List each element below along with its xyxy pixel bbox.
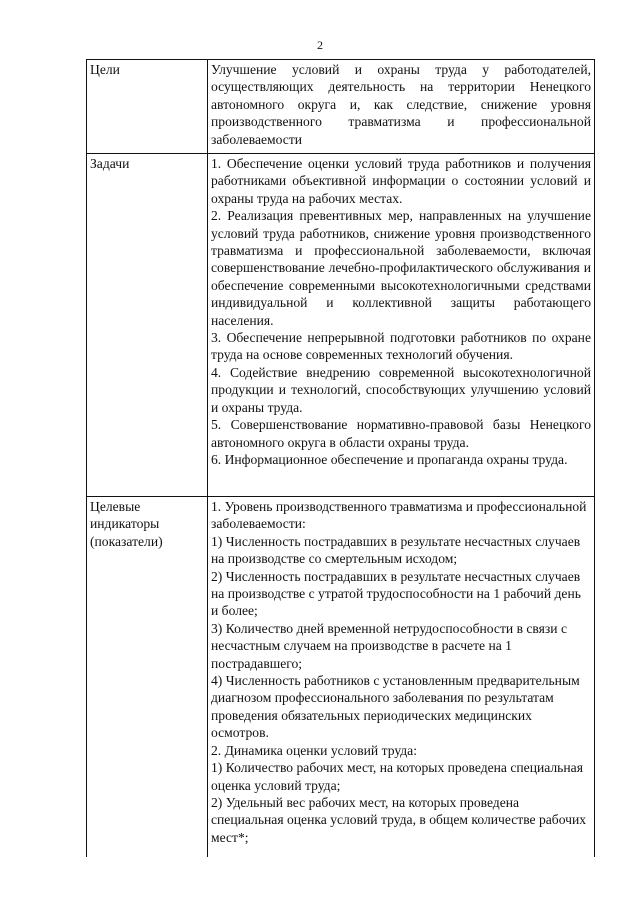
row-label-tasks: Задачи	[87, 154, 208, 497]
row-content-goals	[208, 60, 595, 154]
table-row-indicators	[87, 497, 595, 858]
row-label-indicators: Целевые индикаторы (показатели)	[87, 497, 208, 858]
task-item: 5. Совершенствование нормативно-правовой базы Ненецкого автономного округа в области охраны труда.	[211, 417, 591, 450]
program-passport-table	[86, 59, 595, 857]
task-item: 4. Содействие внедрению современной высокотехнологичной продукции и технологий, способствующих улучшению условий и охраны труда.	[211, 364, 591, 415]
page-number: 2	[317, 38, 323, 52]
indicator-item: 1. Уровень производственного травматизма и профессиональной заболеваемости:	[211, 499, 587, 532]
indicator-item: 2) Удельный вес рабочих мест, на которых проведена специальная оценка условий труда, в общем количестве рабочих мест*;	[211, 794, 587, 845]
indicator-item: 1) Количество рабочих мест, на которых проведена специальная оценка условий труда;	[211, 760, 583, 793]
row-content-tasks	[208, 154, 595, 497]
goals-text: Улучшение условий и охраны труда у работодателей, осуществляющих деятельность на территории Ненецкого автономного округа и, как следствие, снижение уровня производственного травматизма и профессиональной заболеваемости	[211, 62, 591, 147]
indicator-item: 3) Количество дней временной нетрудоспособности в связи с несчастным случаем на производстве в расчете на 1 пострадавшего;	[211, 620, 567, 671]
row-label-goals: Цели	[87, 60, 208, 154]
indicator-item: 2) Численность пострадавших в результате несчастных случаев на производстве с утратой трудоспособности на 1 рабочий день и более;	[211, 568, 581, 619]
row-content-indicators	[208, 497, 595, 858]
table-row-tasks	[87, 154, 595, 497]
table-row-goals	[87, 60, 595, 154]
indicator-item: 2. Динамика оценки условий труда:	[211, 742, 417, 758]
task-item: 3. Обеспечение непрерывной подготовки работников по охране труда на основе современных технологий обучения.	[211, 330, 591, 363]
task-item: 6. Информационное обеспечение и пропаганда охраны труда.	[211, 451, 568, 467]
indicator-item: 1) Численность пострадавших в результате несчастных случаев на производстве со смертельным исходом;	[211, 533, 581, 567]
task-item: 1. Обеспечение оценки условий труда работников и получения работниками объективной информации о состоянии условий и охраны труда на рабочих местах.	[211, 156, 591, 206]
task-item: 2. Реализация превентивных мер, направленных на улучшение условий труда работников, снижение уровня производственного травматизма и профессиональной заболеваемости, включая совершенствование лечебно-профилактического обслуживания и обеспечение современными высокотехнологичными средствами индивидуальной и коллективной защиты работающего населения.	[211, 208, 591, 328]
indicator-item: 4) Численность работников с установленным предварительным диагнозом профессионального заболевания по результатам проведения обязательных периодических медицинских осмотров.	[211, 673, 580, 741]
